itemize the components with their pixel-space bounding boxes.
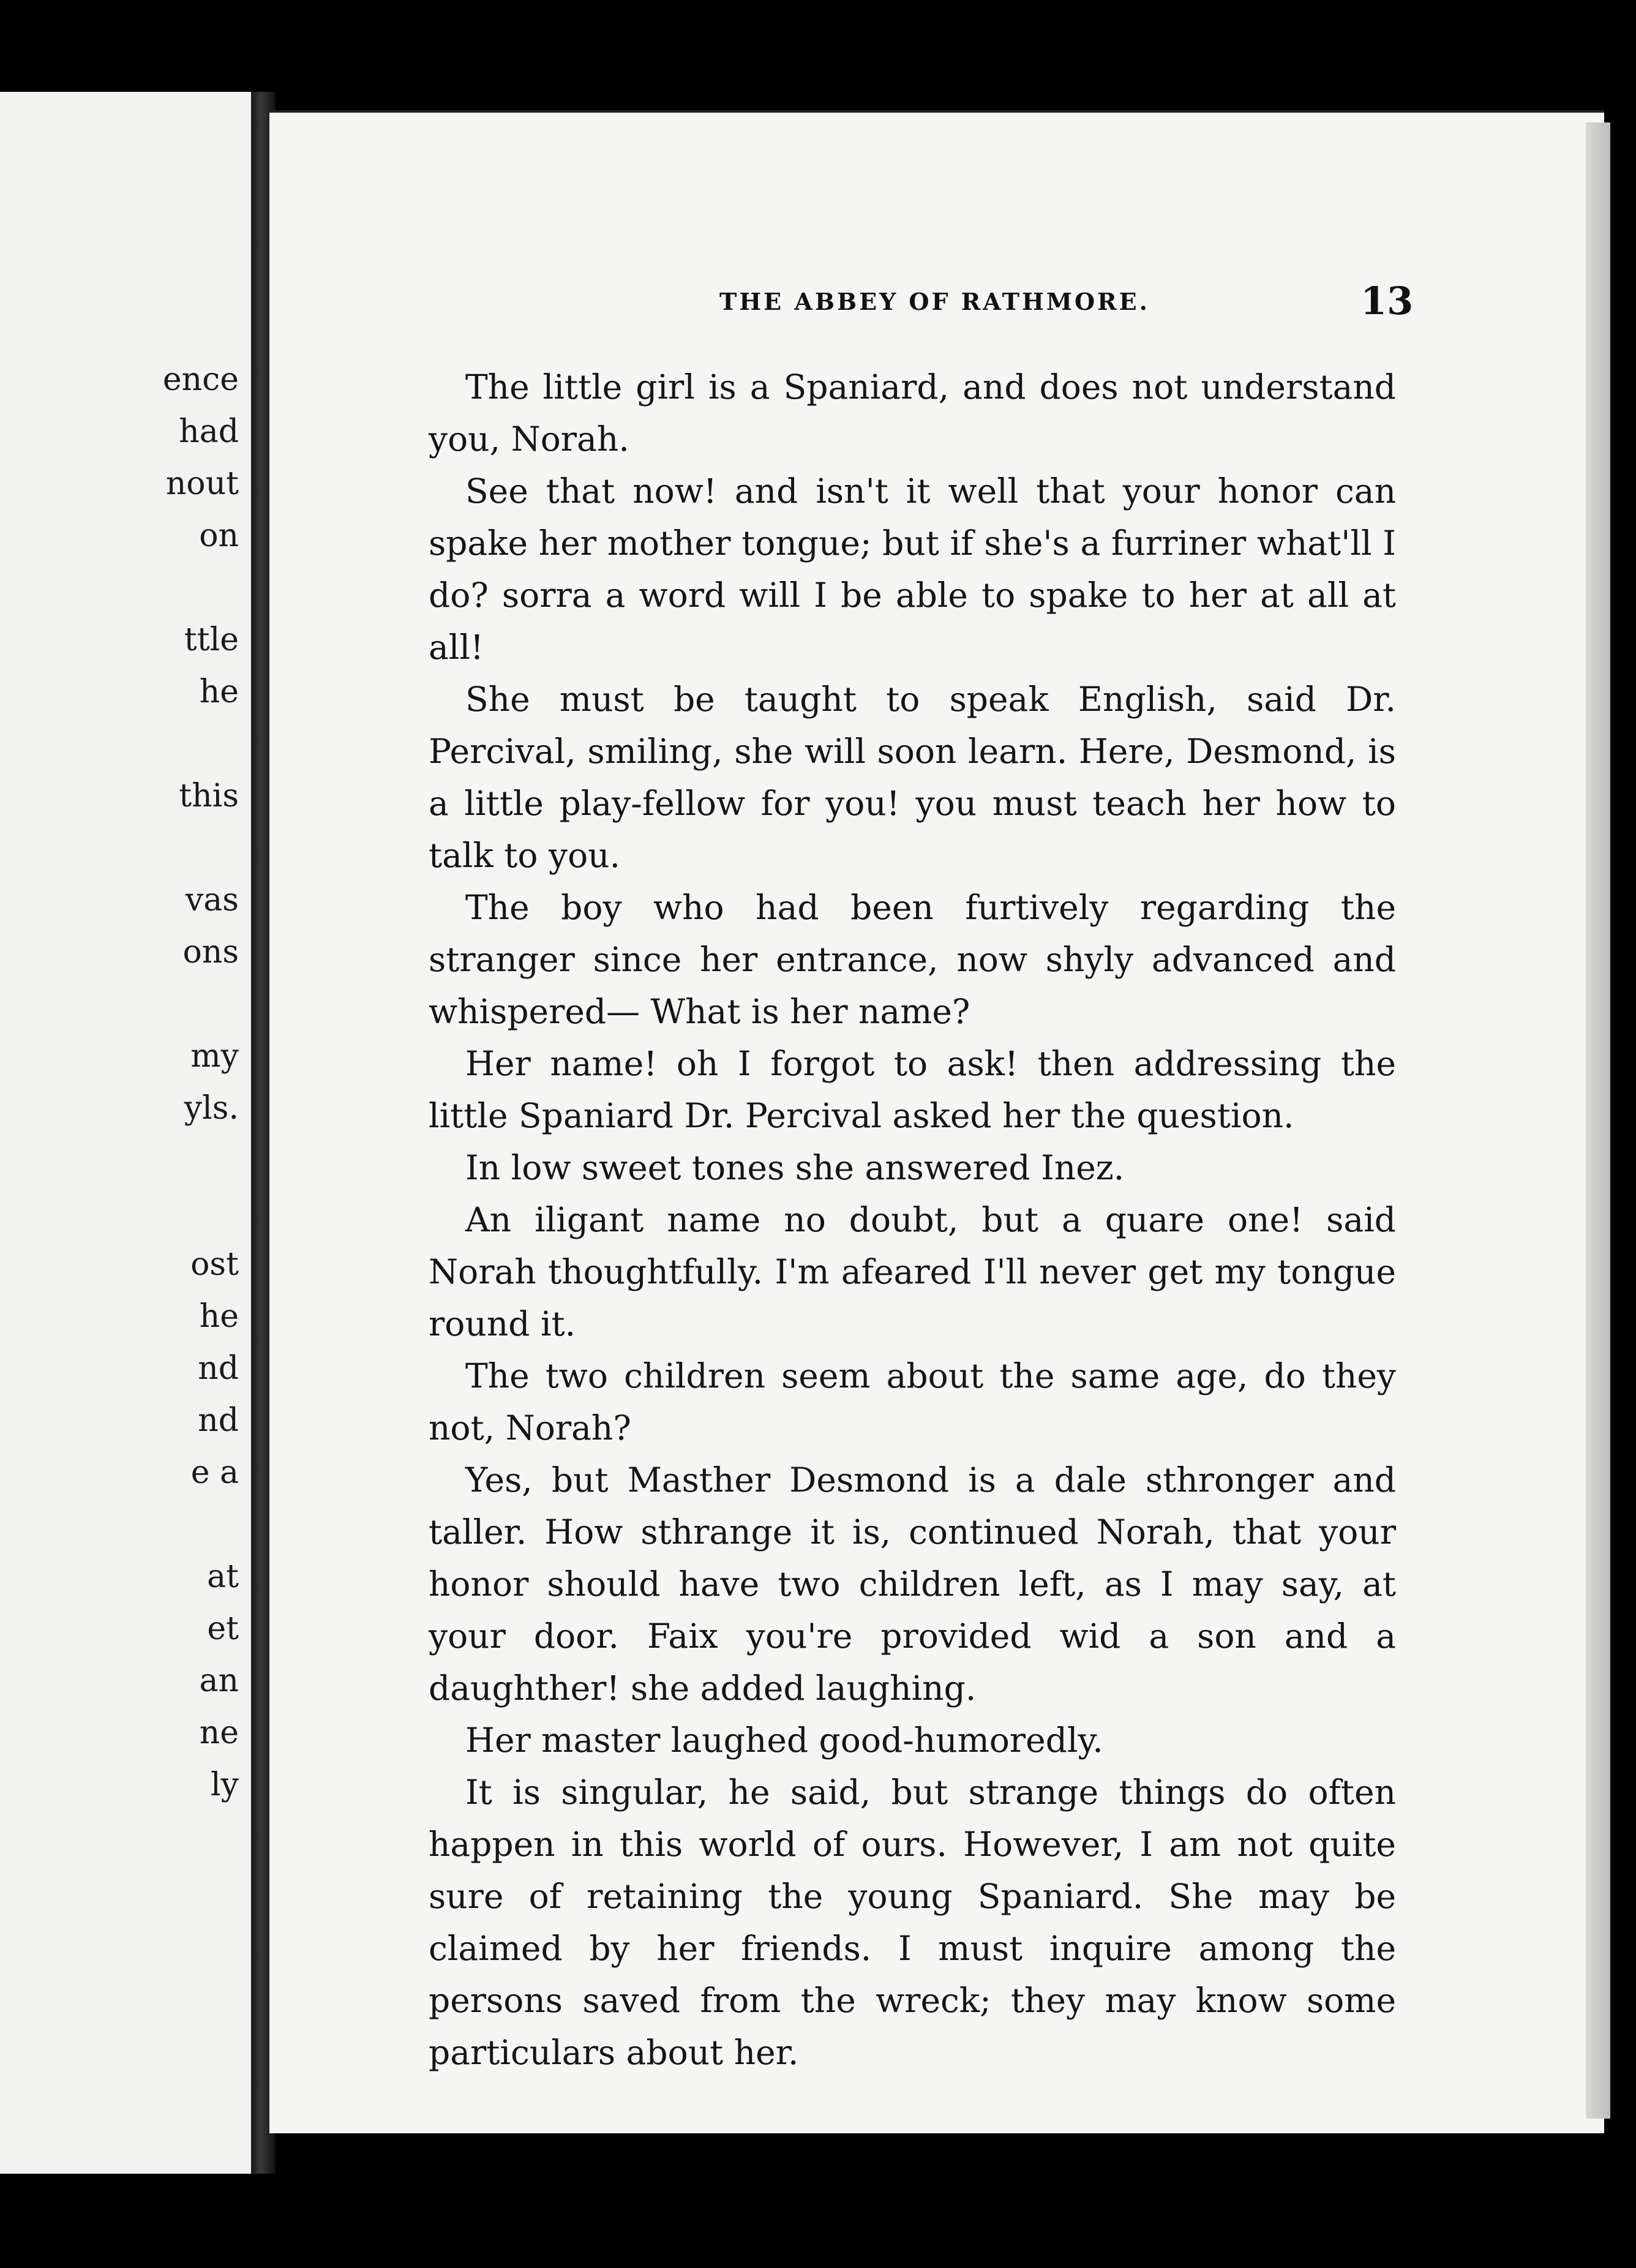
left-fragment: had <box>179 413 239 450</box>
page-number: 13 <box>1360 279 1414 323</box>
left-fragment: ost <box>190 1246 239 1283</box>
left-fragment: ne <box>199 1714 239 1751</box>
left-fragment: this <box>179 778 239 814</box>
left-fragment: et <box>207 1610 239 1647</box>
left-fragment: ence <box>162 361 239 398</box>
paragraph: She must be taught to speak English, said Dr. Percival, smiling, she will soon learn. Here, Desmond, is a little play-fellow for you! you must teach her how to talk to you. <box>429 680 1396 875</box>
paragraph: It is singular, he said, but strange things do often happen in this world of ours. However, I am not quite sure of retaining the young Spaniard. She may be claimed by her friends. I must inquire among the persons saved from the wreck; they may know some particulars about her. <box>429 1773 1396 2072</box>
paragraph: See that now! and isn't it well that your honor can spake her mother tongue; but if she's a furriner what'll I do? sorra a word will I be able to spake to her at all at all! <box>429 471 1396 667</box>
paragraph: The little girl is a Spaniard, and does not understand you, Norah. <box>429 367 1396 459</box>
left-fragment: yls. <box>184 1090 239 1127</box>
left-fragment: an <box>199 1662 239 1699</box>
left-fragment: e a <box>190 1454 239 1491</box>
left-fragment: nout <box>165 465 239 502</box>
left-fragment: at <box>207 1558 239 1595</box>
paragraph: Yes, but Masther Desmond is a dale sthronger and taller. How sthrange it is, continued Norah, that your honor should have two children left, as I may say, at your door. Faix you're provided wid a son and a daughther! she added laughing. <box>429 1460 1396 1708</box>
left-fragment: ttle <box>184 621 239 658</box>
paragraph: Her name! oh I forgot to ask! then addressing the little Spaniard Dr. Percival asked her the question. <box>429 1044 1396 1135</box>
paragraph: An iligant name no doubt, but a quare one! said Norah thoughtfully. I'm afeared I'll never get my tongue round it. <box>429 1200 1396 1343</box>
paragraph: The two children seem about the same age, do they not, Norah? <box>429 1356 1396 1448</box>
running-head: THE ABBEY OF RATHMORE. <box>719 288 1150 315</box>
left-fragment: on <box>199 517 239 554</box>
paragraph: The boy who had been furtively regarding the stranger since her entrance, now shyly advanced and whispered— What is her name? <box>429 888 1396 1031</box>
left-fragment: he <box>199 674 239 710</box>
left-fragment: he <box>199 1298 239 1335</box>
page-edge <box>1586 122 1610 2119</box>
left-fragment: nd <box>198 1350 239 1387</box>
left-fragment: ons <box>182 934 239 971</box>
paragraph: In low sweet tones she answered Inez. <box>465 1148 1125 1187</box>
left-fragment: nd <box>198 1402 239 1439</box>
left-fragment: my <box>190 1038 239 1075</box>
previous-page <box>0 92 257 2174</box>
body-text <box>429 361 1396 2072</box>
paragraph: Her master laughed good-humoredly. <box>465 1721 1103 1760</box>
left-fragment: vas <box>185 882 239 918</box>
left-fragment: ly <box>210 1767 239 1803</box>
